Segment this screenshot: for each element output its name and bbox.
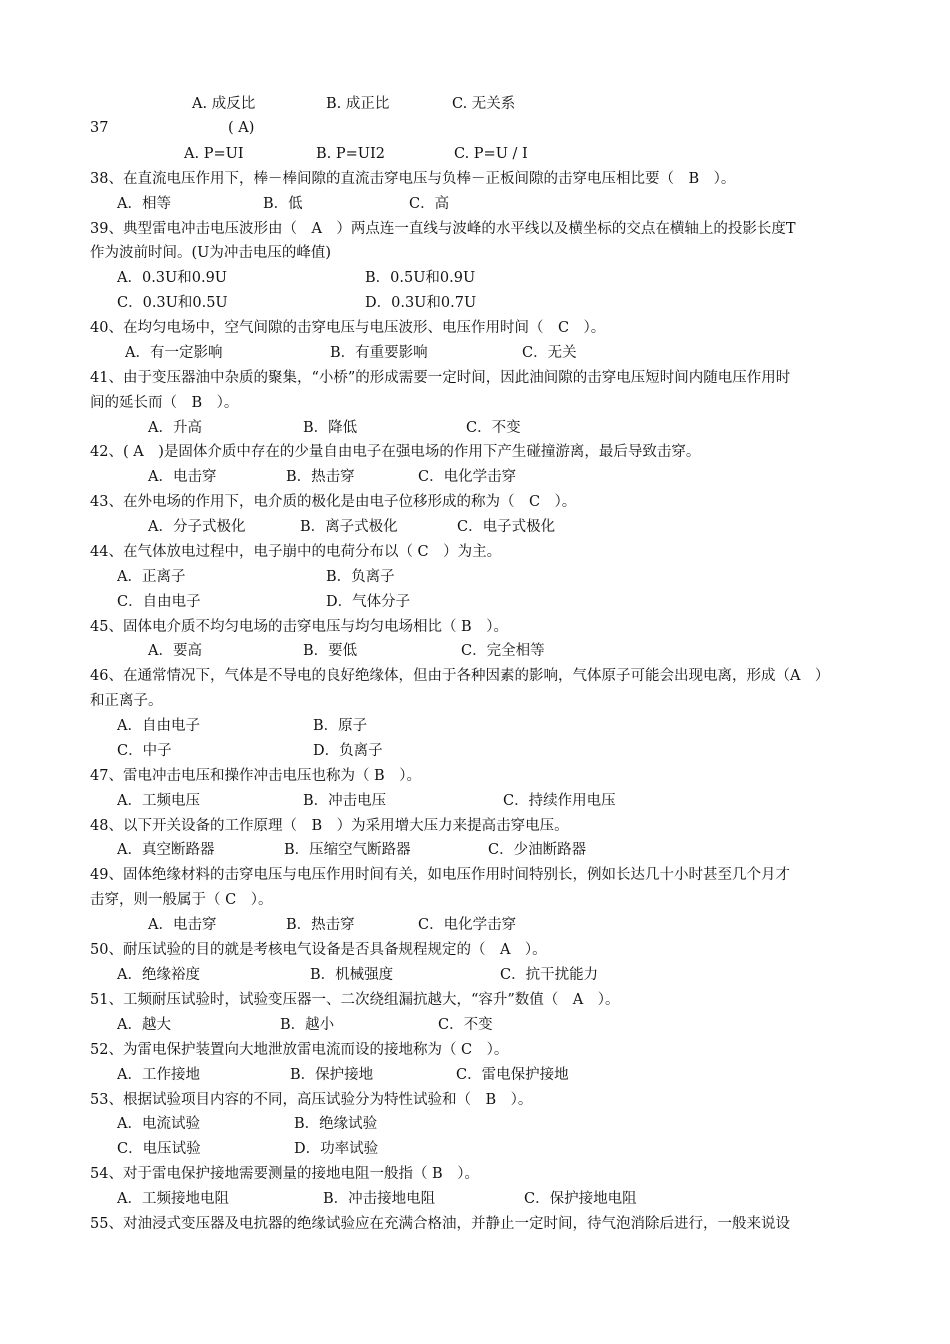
answer-option: D．气体分子 <box>326 594 411 610</box>
answer-option: C．电化学击穿 <box>418 469 517 485</box>
answer-option: B．负离子 <box>326 569 395 585</box>
answer-option: A．相等 <box>117 196 171 212</box>
answer-option: D．0.3U和0.7U <box>365 295 477 311</box>
answer-option: A. P=UI <box>184 146 244 162</box>
answer-option: A．工作接地 <box>117 1067 200 1083</box>
question-text: 间的延长而（ B ）。 <box>90 395 239 411</box>
answer-option: A．要高 <box>148 643 202 659</box>
question-text: 44、在气体放电过程中，电子崩中的电荷分布以（ C ）为主。 <box>90 544 502 560</box>
answer-option: A．升高 <box>148 420 202 436</box>
answer-option: C．抗干扰能力 <box>500 967 599 983</box>
text-line: 37 <box>90 120 109 136</box>
question-text: 52、为雷电保护装置向大地泄放雷电流而设的接地称为（ C ）。 <box>90 1042 509 1058</box>
answer-option: A. 成反比 <box>192 96 256 112</box>
question-text: 48、以下开关设备的工作原理（ B ）为采用增大压力来提高击穿电压。 <box>90 818 569 834</box>
answer-option: C. P=U / I <box>454 146 528 162</box>
answer-option: B．压缩空气断路器 <box>284 842 411 858</box>
answer-option: A．自由电子 <box>117 718 200 734</box>
answer-option: C. 无关系 <box>452 96 516 112</box>
answer-option: B．保护接地 <box>290 1067 374 1083</box>
question-text: 39、典型雷电冲击电压波形由（ A ）两点连一直线与波峰的水平线以及横坐标的交点在横轴上的投影长度T <box>90 221 796 237</box>
answer-option: C．不变 <box>438 1017 493 1033</box>
answer-option: B．越小 <box>280 1017 335 1033</box>
answer-option: B．有重要影响 <box>330 345 428 361</box>
answer-option: C．电子式极化 <box>457 519 556 535</box>
answer-option: B．原子 <box>313 718 368 734</box>
answer-option: B．低 <box>263 196 303 212</box>
answer-option: B. 成正比 <box>326 96 390 112</box>
answer-option: C．自由电子 <box>117 594 201 610</box>
answer-option: A．工频接地电阻 <box>117 1191 229 1207</box>
question-text: 击穿，则一般属于（ C ）。 <box>90 892 273 908</box>
question-text: 54、对于雷电保护接地需要测量的接地电阻一般指（ B ）。 <box>90 1166 479 1182</box>
answer-option: C．保护接地电阻 <box>524 1191 637 1207</box>
question-text: 和正离子。 <box>90 693 163 709</box>
answer-option: A．正离子 <box>117 569 186 585</box>
answer-option: A．工频电压 <box>117 793 200 809</box>
question-text: 55、对油浸式变压器及电抗器的绝缘试验应在充满合格油，并静止一定时间，待气泡消除后进行，一般来说设 <box>90 1216 790 1232</box>
answer-option: B．0.5U和0.9U <box>365 270 476 286</box>
answer-option: C．雷电保护接地 <box>456 1067 569 1083</box>
answer-option: B．降低 <box>303 420 358 436</box>
answer-mark: ( A) <box>228 120 255 136</box>
question-text: 51、工频耐压试验时，试验变压器一、二次绕组漏抗越大，“容升”数值（ A ）。 <box>90 992 620 1008</box>
question-text: 作为波前时间。(U为冲击电压的峰值) <box>90 245 332 261</box>
answer-option: C．持续作用电压 <box>503 793 616 809</box>
answer-option: B．机械强度 <box>310 967 394 983</box>
answer-option: C．少油断路器 <box>488 842 587 858</box>
question-text: 41、由于变压器油中杂质的聚集，“小桥”的形成需要一定时间，因此油间隙的击穿电压短时间内随电压作用时 <box>90 370 791 386</box>
question-text: 45、固体电介质不均匀电场的击穿电压与均匀电场相比（ B ）。 <box>90 619 508 635</box>
question-text: 43、在外电场的作用下，电介质的极化是由电子位移形成的称为（ C ）。 <box>90 494 577 510</box>
question-text: 38、在直流电压作用下，棒－棒间隙的直流击穿电压与负棒－正板间隙的击穿电压相比要（ B ）。 <box>90 171 736 187</box>
answer-option: C．不变 <box>466 420 521 436</box>
answer-option: B．冲击接地电阻 <box>323 1191 436 1207</box>
answer-option: C．中子 <box>117 743 172 759</box>
answer-option: B．热击穿 <box>286 469 355 485</box>
answer-option: B．绝缘试验 <box>294 1116 378 1132</box>
answer-option: A．电击穿 <box>148 917 217 933</box>
answer-option: B．离子式极化 <box>300 519 398 535</box>
answer-option: B．要低 <box>303 643 358 659</box>
answer-option: C．无关 <box>522 345 577 361</box>
answer-option: C．电化学击穿 <box>418 917 517 933</box>
question-text: 53、根据试验项目内容的不同，高压试验分为特性试验和（ B ）。 <box>90 1092 533 1108</box>
answer-option: A．越大 <box>117 1017 171 1033</box>
answer-option: B. P=UI2 <box>316 146 385 162</box>
question-text: 49、固体绝缘材料的击穿电压与电压作用时间有关，如电压作用时间特别长，例如长达几十小时甚至几个月才 <box>90 867 790 883</box>
question-text: 40、在均匀电场中，空气间隙的击穿电压与电压波形、电压作用时间（ C ）。 <box>90 320 606 336</box>
answer-option: A．电流试验 <box>117 1116 200 1132</box>
answer-option: D．功率试验 <box>294 1141 379 1157</box>
answer-option: A．有一定影响 <box>125 345 223 361</box>
answer-option: C．高 <box>409 196 450 212</box>
answer-option: C．完全相等 <box>461 643 545 659</box>
answer-option: A．分子式极化 <box>148 519 246 535</box>
answer-option: A．绝缘裕度 <box>117 967 200 983</box>
question-text: 47、雷电冲击电压和操作冲击电压也称为（ B ）。 <box>90 768 421 784</box>
answer-option: A．0.3U和0.9U <box>117 270 228 286</box>
answer-option: D．负离子 <box>313 743 383 759</box>
answer-option: A．电击穿 <box>148 469 217 485</box>
answer-option: A．真空断路器 <box>117 842 215 858</box>
answer-option: C．0.3U和0.5U <box>117 295 228 311</box>
answer-option: B．冲击电压 <box>303 793 387 809</box>
question-text: 50、耐压试验的目的就是考核电气设备是否具备规程规定的（ A ）。 <box>90 942 547 958</box>
question-text: 46、在通常情况下，气体是不导电的良好绝缘体，但由于各种因素的影响，气体原子可能会出现电离，形成（A ） <box>90 668 830 684</box>
answer-option: C．电压试验 <box>117 1141 201 1157</box>
question-text: 42、( A )是固体介质中存在的少量自由电子在强电场的作用下产生碰撞游离，最后导致击穿。 <box>90 444 701 460</box>
answer-option: B．热击穿 <box>286 917 355 933</box>
